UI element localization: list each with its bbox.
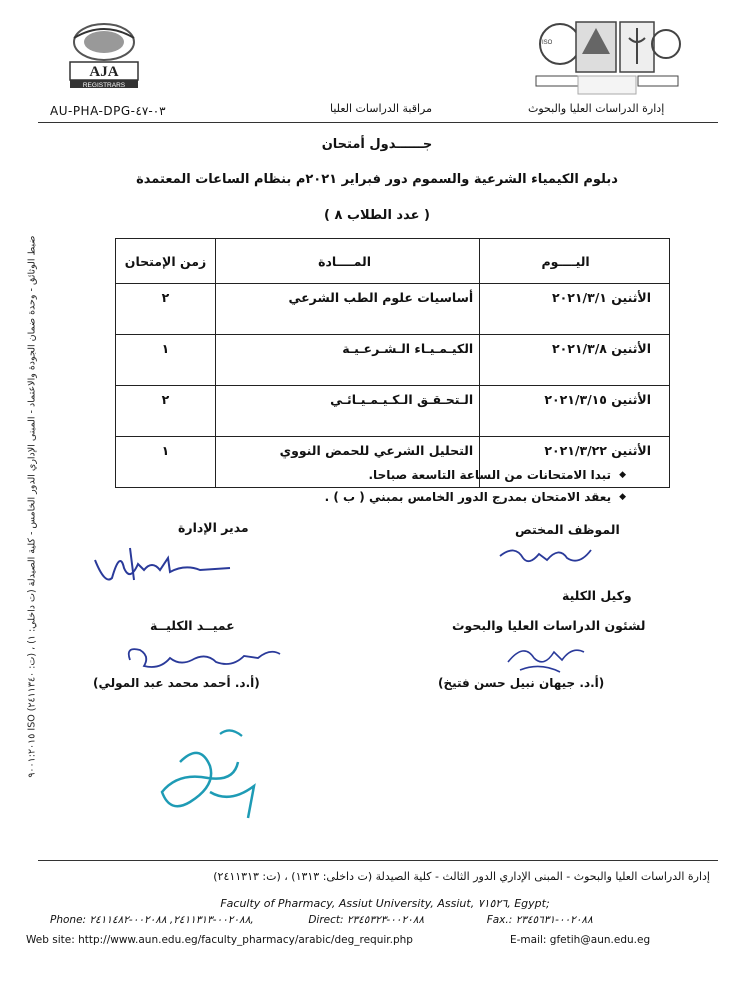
deputy-signature: [500, 632, 600, 678]
note-text: يعقد الامتحان بمدرج الدور الخامس بمبني ( ب ) .: [324, 490, 612, 504]
column-header-time: زمن الإمتحان: [116, 239, 216, 284]
document-code: AU-PHA-DPG-٠٣-٤٧: [50, 104, 166, 118]
table-row: [116, 284, 670, 335]
document-control-margin-text: ضبط الوثائق - وحدة ضمان الجودة والاعتماد - المبنى الإداري الدور الخامس - كلية الصيدلة (ت داخلي: ١) ، (ت: ٢٤١١٣٤٠) ISO ٩٠٠١:٢٠١٥: [26, 235, 38, 778]
program-title: دبلوم الكيمياء الشرعية والسموم دور فبراير ٢٠٢١م بنظام الساعات المعتمدة: [136, 172, 618, 187]
cell-day: الأثنين ٢٠٢١/٣/١: [480, 284, 670, 335]
table-row: [116, 335, 670, 386]
note-item: [325, 464, 626, 486]
bullet-icon: ◆: [619, 470, 626, 480]
table-header-row: [116, 239, 670, 284]
university-iso-logos: [532, 14, 682, 98]
department-title: إدارة الدراسات العليا والبحوث: [528, 102, 665, 115]
note-item: [325, 486, 626, 508]
exam-notes: [325, 464, 626, 508]
exam-schedule-table: [115, 238, 670, 488]
cell-day: الأثنين ٢٠٢١/٣/٢٢: [480, 437, 670, 488]
manager-title: مدير الإدارة: [178, 520, 249, 535]
footer-contact-numbers: [50, 914, 740, 926]
column-header-subject: المــــادة: [215, 239, 479, 284]
note-text: تبدا الامتحانات من الساعة التاسعة صباحا.: [368, 468, 612, 482]
deputy-name: (أ.د. جيهان نبيل حسن فتيخ): [438, 676, 605, 690]
svg-text:ISO: ISO: [542, 40, 553, 46]
cell-day: الأثنين ٢٠٢١/٣/١٥: [480, 386, 670, 437]
employee-signature: [495, 536, 605, 572]
cell-time: ١: [116, 335, 216, 386]
page-title: جــــــدول أمتحان: [321, 137, 433, 152]
dean-signature: [120, 638, 290, 678]
cell-subject: الكيـمـيـاء الـشـرعـيـة: [215, 335, 479, 386]
footer-email-link[interactable]: E-mail: gfetih@aun.edu.eg: [510, 934, 651, 946]
svg-text:REGISTRARS: REGISTRARS: [82, 82, 126, 89]
dean-title: عميــد الكليــة: [150, 618, 235, 633]
cell-time: ١: [116, 437, 216, 488]
department-subtitle: مراقبة الدراسات العليا: [330, 102, 432, 115]
column-header-day: اليــــوم: [480, 239, 670, 284]
employee-title: الموظف المختص: [515, 522, 620, 537]
table-row: [116, 386, 670, 437]
cell-time: ٢: [116, 284, 216, 335]
cell-subject: الـتحـقـق الـكـيـمـيـائـي: [215, 386, 479, 437]
header-divider: [38, 122, 718, 123]
svg-text:AJA: AJA: [89, 64, 119, 80]
cell-day: الأثنين ٢٠٢١/٣/٨: [480, 335, 670, 386]
cell-subject: التحليل الشرعي للحمض النووي: [215, 437, 479, 488]
footer-address-arabic: إدارة الدراسات العليا والبحوث - المبنى الإداري الدور الثالث - كلية الصيدلة (ت داخلى: ١٣١٣) ، (ت: ٢٤١١٣١٣): [213, 870, 710, 883]
footer-faculty-address: Faculty of Pharmacy, Assiut University, Assiut, ٧١٥٢٦, Egypt;: [220, 897, 550, 910]
footer-fax: Fax.: ٠٠٢٠٨٨-٢٣٤٥٦٣١: [486, 914, 593, 926]
footer-phone: Phone: ٠٠٢٠٨٨-٢٤١١٣١٣, ٠٠٢٠٨٨-٢٤١١٤٨٢,: [50, 914, 254, 926]
bullet-icon: ◆: [619, 492, 626, 502]
dean-name: (أ.د. أحمد محمد عبد المولي): [93, 676, 260, 690]
approval-signature: [150, 722, 300, 832]
footer-website-link[interactable]: Web site: http://www.aun.edu.eg/faculty_pharmacy/arabic/deg_requir.php: [26, 934, 413, 946]
footer-direct: Direct: ٠٠٢٠٨٨-٢٣٤٥٣٢٣: [308, 914, 425, 926]
footer-divider: [38, 860, 718, 861]
cell-time: ٢: [116, 386, 216, 437]
deputy-title: وكيل الكلية: [562, 588, 632, 603]
cell-subject: أساسيات علوم الطب الشرعي: [215, 284, 479, 335]
manager-signature: [90, 540, 240, 590]
student-count: ( عدد الطلاب ٨ ): [324, 208, 430, 223]
aja-registrars-logo: [56, 16, 152, 98]
deputy-subtitle: لشئون الدراسات العليا والبحوث: [452, 618, 646, 633]
